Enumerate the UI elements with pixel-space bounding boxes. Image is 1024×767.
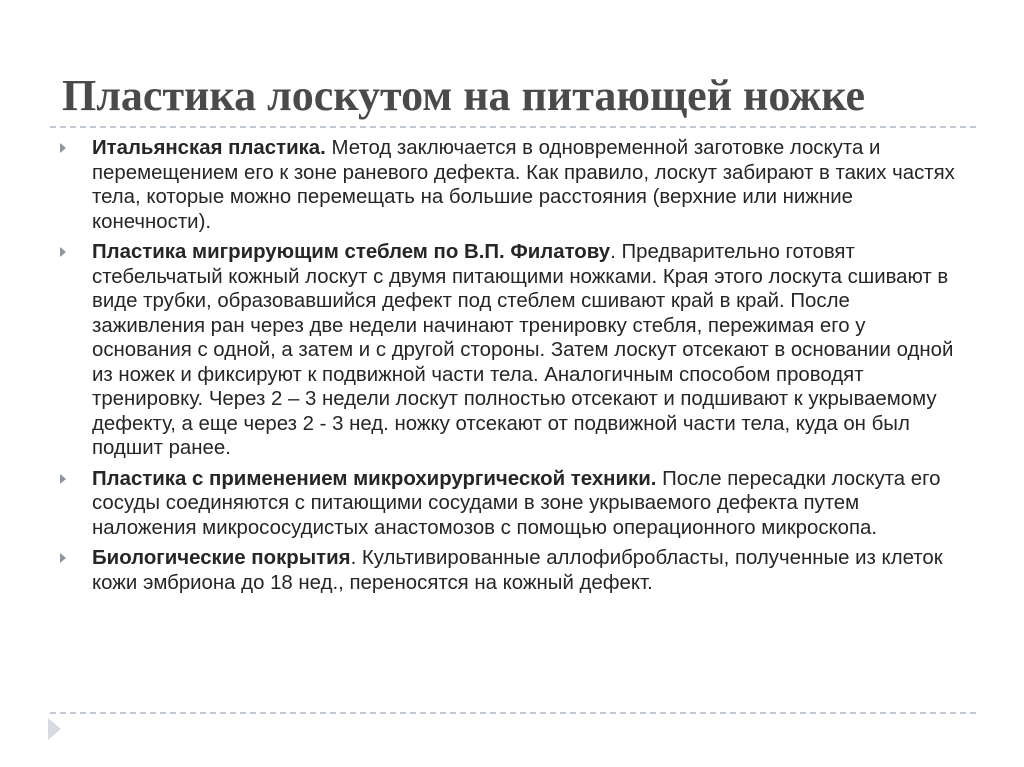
- bullet-text: После пересадки лоскута его сосуды соединяются с питающими сосудами в зоне укрываемого дефекта путем наложения микрососудистых анастомозов с помощью операционного микроскопа.: [92, 467, 941, 539]
- bullet-heading: Пластика с применением микрохирургической техники.: [92, 467, 657, 490]
- bullet-text: Метод заключается в одновременной заготовке лоскута и перемещением его к зоне раневого дефекта. Как правило, лоскут забирают в таких частях тела, которые можно перемещать на большие расстояния (верхние или нижние конечности).: [92, 137, 955, 233]
- next-slide-arrow-icon[interactable]: [48, 718, 61, 740]
- bullet-marker-icon: [60, 474, 66, 484]
- bullet-item: [60, 467, 960, 541]
- bullet-heading: Биологические покрытия: [92, 547, 351, 569]
- slide-title: Пластика лоскутом на питающей ножке: [62, 71, 865, 120]
- bullet-marker-icon: [60, 553, 66, 563]
- title-divider: [50, 126, 976, 128]
- bullet-text: . Культивированные аллофибробласты, полученные из клеток кожи эмбриона до 18 нед., переносятся на кожный дефект.: [92, 547, 943, 594]
- bullet-item: [60, 240, 960, 461]
- footer-divider: [50, 712, 976, 714]
- bullet-marker-icon: [60, 143, 66, 153]
- bullet-heading: Пластика мигрирующим стеблем по В.П. Филатову: [92, 241, 611, 263]
- bullet-heading: Итальянская пластика.: [92, 137, 326, 159]
- bullet-item: [60, 546, 960, 595]
- bullet-text: . Предварительно готовят стебельчатый кожный лоскут с двумя питающими ножками. Края этого лоскута сшивают в виде трубки, образовавшийся дефект под стеблем сшивают край в край. После заживления ран через две недели начинают тренировку стебля, пережимая его у основания с одной, а затем и с другой стороны. Затем лоскут отсекают в основании одной из ножек и фиксируют к подвижной части тела. Аналогичным способом проводят тренировку. Через 2 – 3 недели лоскут полностью отсекают и подшивают к укрываемому дефекту, а еще через 2 - 3 нед. ножку отсекают от подвижной части тела, куда он был подшит ранее.: [92, 241, 954, 459]
- bullet-marker-icon: [60, 247, 66, 257]
- bullet-list: [60, 136, 960, 601]
- bullet-item: [60, 136, 960, 234]
